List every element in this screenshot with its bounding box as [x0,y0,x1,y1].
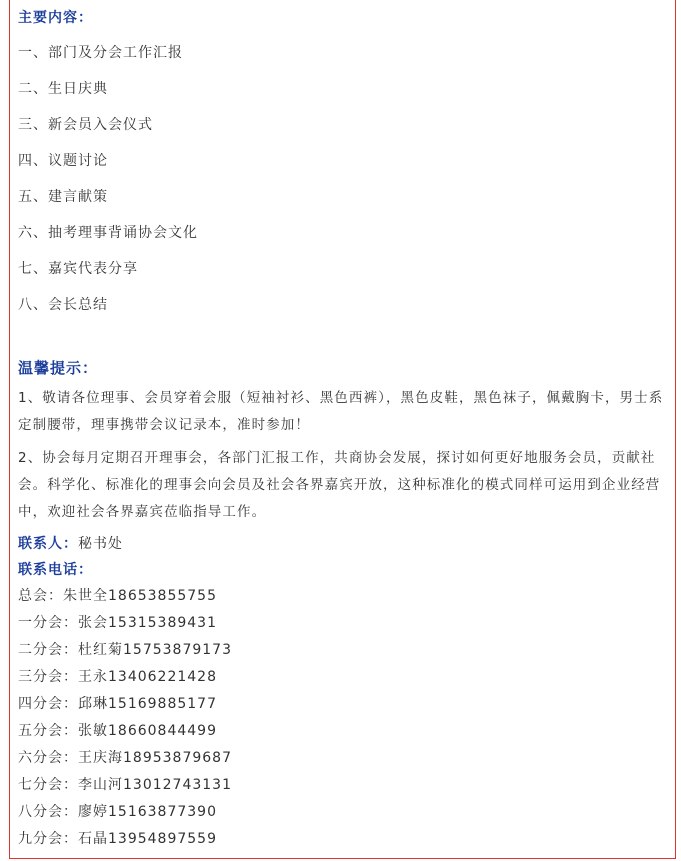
phone-entry: 八分会：廖婷15163877390 [18,804,217,820]
phone-entry: 五分会：张敏18660844499 [18,723,217,739]
contact-person-value: 秘书处 [78,536,123,552]
agenda-item: 二、生日庆典 [18,81,108,97]
phone-entry: 二分会：杜红菊15753879173 [18,642,232,658]
agenda-item: 四、议题讨论 [18,153,108,169]
contact-phone-heading: 联系电话： [18,562,93,578]
phone-entry: 七分会：李山河13012743131 [18,777,232,793]
contact-person-label: 联系人： [18,536,78,552]
tips-paragraph-1: 1、敬请各位理事、会员穿着会服（短袖衬衫、黑色西裤），黑色皮鞋，黑色袜子，佩戴胸卡，男士系定制腰带，理事携带会议记录本，准时参加！ [18,390,664,433]
phone-entry: 六分会：王庆海18953879687 [18,750,232,766]
agenda-item: 七、嘉宾代表分享 [18,261,138,277]
agenda-item: 三、新会员入会仪式 [18,117,153,133]
agenda-item: 五、建言献策 [18,189,108,205]
tips-heading: 温馨提示： [18,359,99,377]
phone-entry: 三分会：王永13406221428 [18,669,217,685]
agenda-item: 六、抽考理事背诵协会文化 [18,225,198,241]
tips-paragraph-2: 2、协会每月定期召开理事会，各部门汇报工作，共商协会发展，探讨如何更好地服务会员，贡献社会。科学化、标准化的理事会向会员及社会各界嘉宾开放，这种标准化的模式同样可运用到企业经营中，欢迎社会各界嘉宾莅临指导工作。 [18,450,661,520]
phone-entry: 总会：朱世全18653855755 [18,588,217,604]
phone-entry: 一分会：张会15315389431 [18,615,217,631]
main-contents-heading: 主要内容： [18,10,93,26]
agenda-item: 八、会长总结 [18,297,108,313]
agenda-item: 一、部门及分会工作汇报 [18,45,183,61]
phone-entry: 四分会：邱琳15169885177 [18,696,217,712]
contact-person [18,535,123,553]
phone-entry: 九分会：石晶13954897559 [18,831,217,847]
